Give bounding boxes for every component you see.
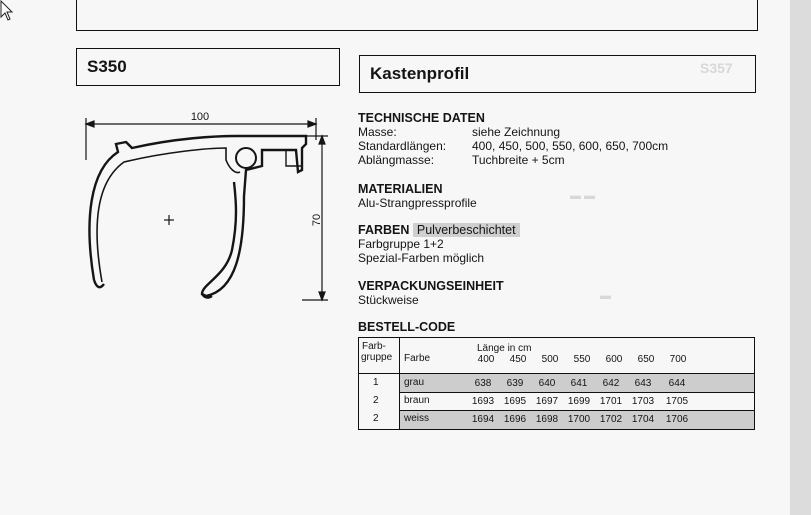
width-dimension-label: 100	[190, 111, 210, 123]
code-cell: 1697	[535, 396, 559, 407]
row-divider	[400, 410, 754, 411]
row-divider	[400, 392, 754, 393]
length-column: 400	[477, 354, 495, 365]
viewer-edge	[790, 0, 811, 515]
color-group-text: Farbgruppe 1+2	[358, 237, 444, 251]
color-cell: grau	[404, 377, 425, 388]
header-box	[76, 0, 758, 31]
bleed-through: ▬	[600, 290, 611, 302]
packaging-text: Stückweise	[358, 293, 419, 307]
code-cell: 639	[506, 378, 524, 389]
code-cell: 1693	[471, 396, 495, 407]
colors-heading: FARBEN Pulverbeschichtet	[358, 223, 520, 237]
material-section	[358, 182, 477, 210]
length-header: Länge in cm	[477, 343, 532, 354]
code-cell: 1701	[599, 396, 623, 407]
color-header: Farbe	[404, 353, 431, 364]
profile-drawing	[76, 100, 346, 310]
special-colors-text: Spezial-Farben möglich	[358, 251, 485, 265]
color-cell: weiss	[404, 413, 430, 424]
code-cell: 1698	[535, 414, 559, 425]
product-code-box	[76, 48, 340, 86]
code-cell: 638	[474, 378, 492, 389]
mouse-pointer-icon	[0, 0, 14, 22]
code-cell: 1700	[567, 414, 591, 425]
order-code-table	[358, 337, 755, 430]
tech-section	[358, 111, 668, 167]
length-column: 650	[637, 354, 655, 365]
bleed-through: ▬ ▬	[570, 190, 596, 202]
code-cell: 641	[570, 378, 588, 389]
product-name: Kastenprofil	[370, 64, 470, 83]
packaging-section	[358, 279, 504, 307]
length-column: 550	[573, 354, 591, 365]
code-cell: 643	[634, 378, 652, 389]
packaging-heading: VERPACKUNGSEINHEIT	[358, 279, 504, 293]
color-cell: braun	[404, 395, 430, 406]
bleed-through: S357	[700, 60, 733, 76]
product-code: S350	[87, 57, 127, 76]
code-cell: 1694	[471, 414, 495, 425]
order-heading-wrap	[358, 320, 455, 334]
code-cell: 1696	[503, 414, 527, 425]
spec-row: Ablängmasse: Tuchbreite + 5cm	[358, 153, 565, 167]
length-column: 700	[669, 354, 687, 365]
code-cell: 1699	[567, 396, 591, 407]
material-heading: MATERIALIEN	[358, 182, 443, 196]
code-cell: 642	[602, 378, 620, 389]
group-cell: 2	[373, 413, 379, 424]
code-cell: 640	[538, 378, 556, 389]
code-cell: 1703	[631, 396, 655, 407]
code-cell: 1704	[631, 414, 655, 425]
column-divider	[399, 338, 400, 429]
code-cell: 1705	[665, 396, 689, 407]
length-column: 450	[509, 354, 527, 365]
spec-row: Masse: siehe Zeichnung	[358, 125, 561, 139]
group-cell: 1	[373, 377, 379, 388]
length-column: 600	[605, 354, 623, 365]
tech-heading: TECHNISCHE DATEN	[358, 111, 485, 125]
code-cell: 1702	[599, 414, 623, 425]
colors-section	[358, 223, 520, 265]
code-cell: 1706	[665, 414, 689, 425]
coating-highlight: Pulverbeschichtet	[413, 223, 520, 237]
material-text: Alu-Strangpressprofile	[358, 196, 477, 210]
order-heading: BESTELL-CODE	[358, 320, 456, 334]
code-cell: 1695	[503, 396, 527, 407]
group-header: gruppe	[361, 352, 393, 363]
spec-row: Standardlängen: 400, 450, 500, 550, 600, 650, 700cm	[358, 139, 669, 153]
product-name-box	[359, 55, 756, 93]
group-header: Farb-	[362, 341, 386, 352]
row-divider	[359, 373, 754, 374]
height-dimension-label: 70	[311, 213, 323, 227]
length-column: 500	[541, 354, 559, 365]
group-cell: 2	[373, 395, 379, 406]
code-cell: 644	[668, 378, 686, 389]
